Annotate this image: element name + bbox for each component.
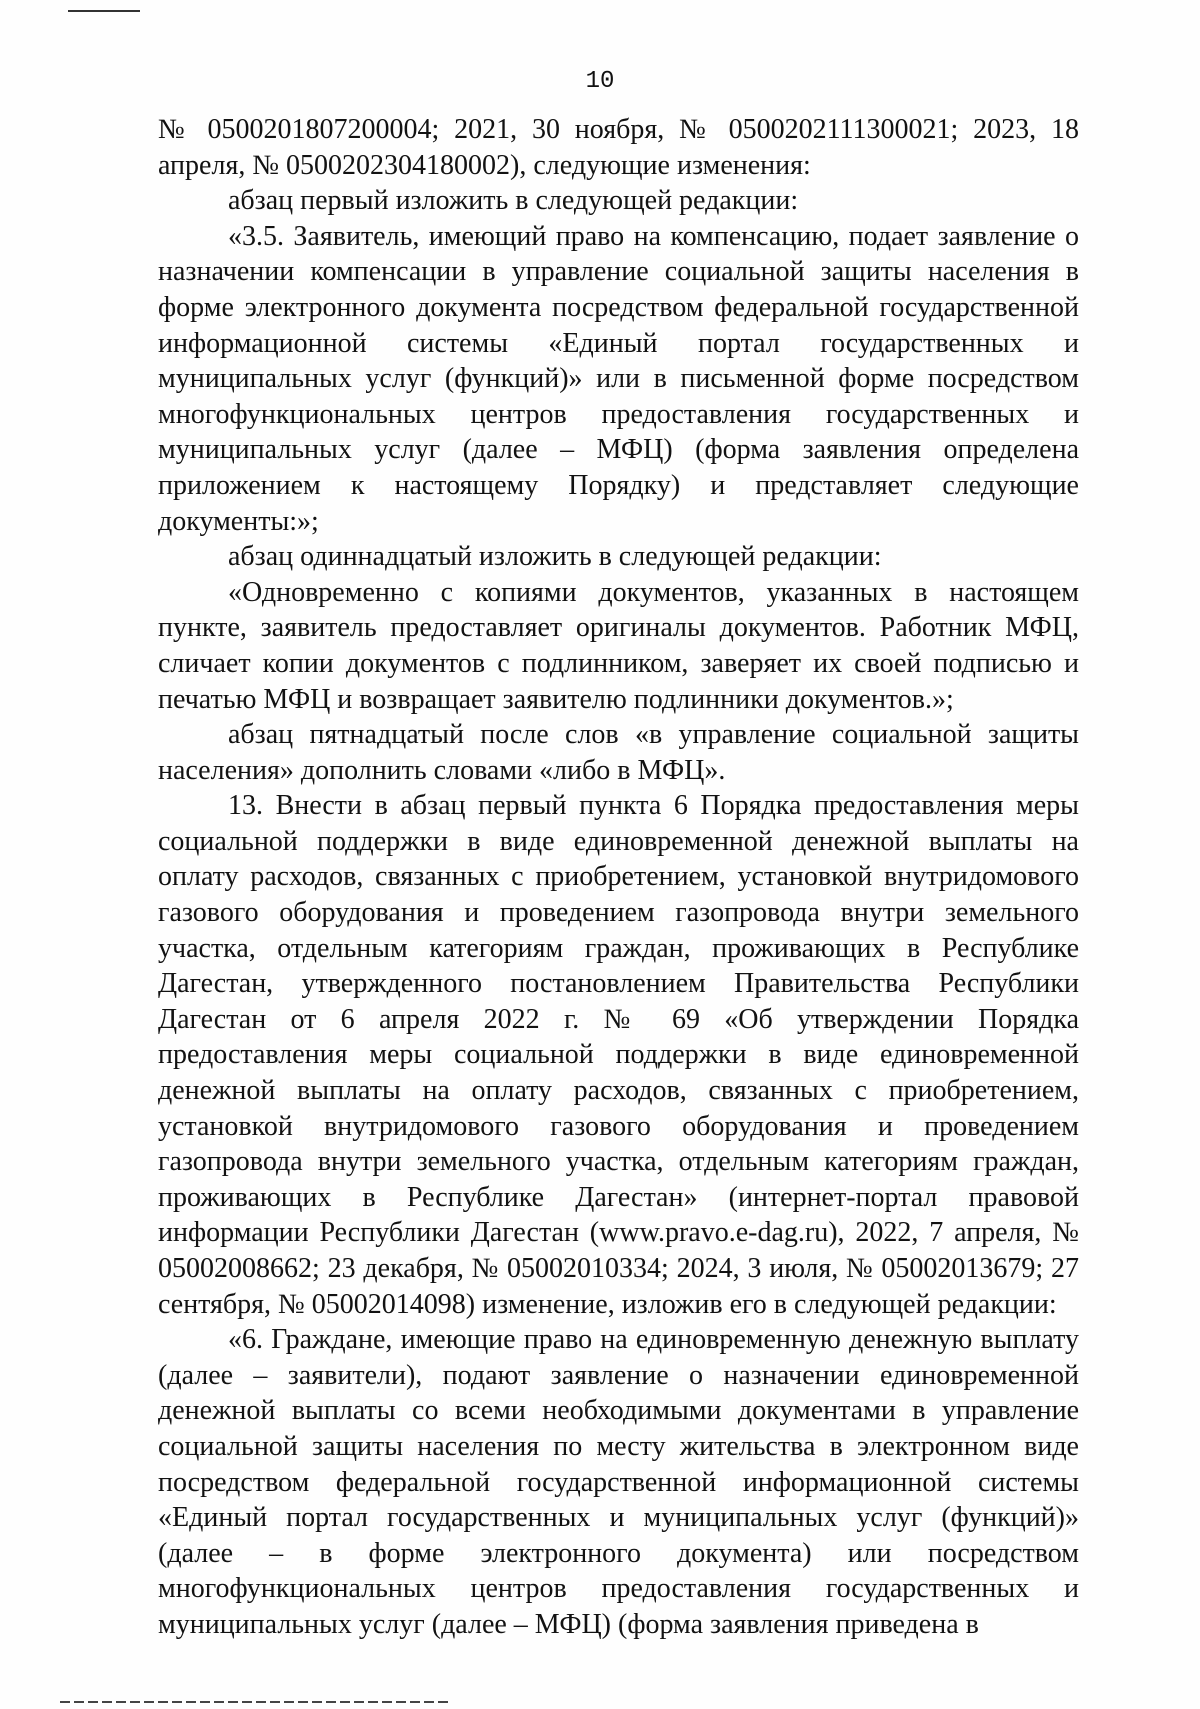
- paragraph-amendment-instruction: абзац пятнадцатый после слов «в управление социальной защиты населения» дополнить словами «либо в МФЦ».: [158, 719, 1079, 786]
- document-body: [158, 112, 1079, 1643]
- paragraph-continuation: № 0500201807200004; 2021, 30 ноября, № 0500202111300021; 2023, 18 апреля, № 0500202304180002), следующие изменения:: [158, 114, 1079, 181]
- paragraph-clause-6: «6. Граждане, имеющие право на единовременную денежную выплату (далее – заявители), подают заявление о назначении единовременной денежной выплаты со всеми необходимыми документами в управление социальной защиты населения по месту жительства в электронном виде посредством федеральной государственной информационной системы «Единый портал государственных и муниципальных услуг (функций)» (далее – в форме электронного документа) или посредством многофункциональных центров предоставления государственных и муниципальных услуг (далее – МФЦ) (форма заявления приведена в: [158, 1324, 1079, 1640]
- paragraph-amendment-instruction: абзац одиннадцатый изложить в следующей редакции:: [228, 541, 882, 573]
- paragraph-amendment-instruction: абзац первый изложить в следующей редакции:: [228, 185, 799, 217]
- scan-edge-mark: [68, 10, 140, 12]
- paragraph-clause-3-5: «3.5. Заявитель, имеющий право на компенсацию, подает заявление о назначении компенсации в управление социальной защиты населения в форме электронного документа посредством федеральной государственной информационной системы «Единый портал государственных и муниципальных услуг (функций)» или в письменной форме посредством многофункциональных центров предоставления государственных и муниципальных услуг (далее – МФЦ) (форма заявления определена приложением к настоящему Порядку) и представляет следующие документы:»;: [158, 220, 1079, 537]
- paragraph-item-13: 13. Внести в абзац первый пункта 6 Порядка предоставления меры социальной поддержки в виде единовременной денежной выплаты на оплату расходов, связанных с приобретением, установкой внутридомового газового оборудования и проведением газопровода внутри земельного участка, отдельным категориям граждан, проживающих в Республике Дагестан, утвержденного постановлением Правительства Республики Дагестан от 6 апреля 2022 г. № 69 «Об утверждении Порядка предоставления меры социальной поддержки в виде единовременной денежной выплаты на оплату расходов, связанных с приобретением, установкой внутридомового газового оборудования и проведением газопровода внутри земельного участка, отдельным категориям граждан, проживающих в Республике Дагестан» (интернет-портал правовой информации Республики Дагестан (www.pravo.e-dag.ru), 2022, 7 апреля, № 05002008662; 23 декабря, № 05002010334; 2024, 3 июля, № 05002013679; 27 сентября, № 05002014098) изменение, изложив его в следующей редакции:: [158, 790, 1079, 1320]
- page-number: 10: [585, 68, 615, 95]
- paragraph-quoted-text: «Одновременно с копиями документов, указанных в настоящем пункте, заявитель предоставляет оригиналы документов. Работник МФЦ, сличает копии документов с подлинником, заверяет их своей подписью и печатью МФЦ и возвращает заявителю подлинники документов.»;: [158, 576, 1079, 715]
- scan-edge-mark: [60, 1701, 450, 1703]
